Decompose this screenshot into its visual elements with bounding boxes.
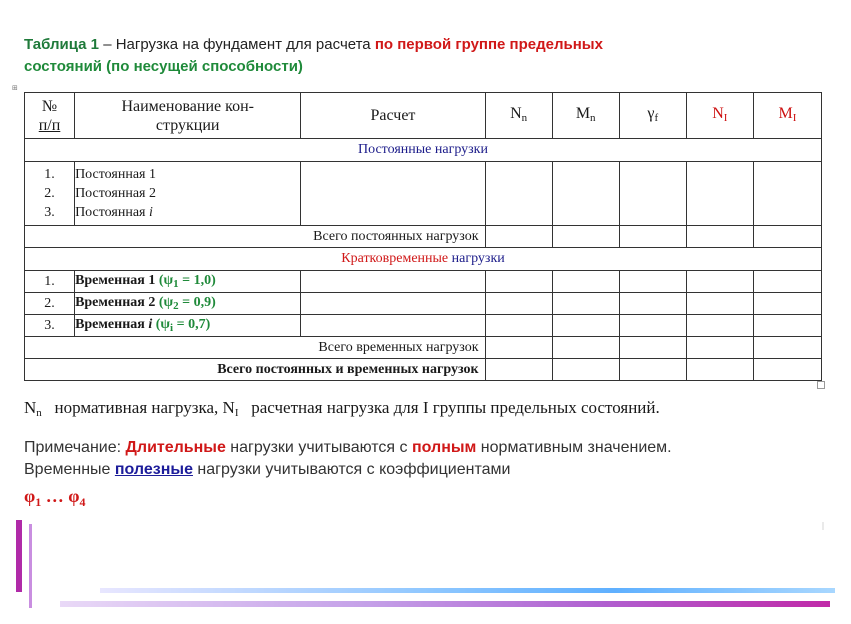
phi-dots: … bbox=[41, 486, 69, 506]
cell[interactable] bbox=[552, 271, 619, 293]
cell[interactable] bbox=[552, 337, 619, 359]
sum-all-label: Всего постоянных и временных нагрузок bbox=[25, 359, 486, 381]
note-prefix: Примечание: bbox=[24, 439, 126, 456]
legend-line bbox=[24, 398, 824, 419]
cell[interactable] bbox=[301, 271, 485, 293]
header-Nn-base: N bbox=[510, 104, 522, 122]
cell[interactable] bbox=[753, 271, 821, 293]
header-NI-base: N bbox=[712, 104, 724, 122]
header-num-line1: № bbox=[41, 97, 58, 115]
load-table bbox=[24, 92, 822, 381]
header-MI bbox=[753, 93, 821, 139]
permanent-names bbox=[75, 162, 301, 226]
cell[interactable] bbox=[686, 162, 753, 226]
note-line2-end: нагрузки учитываются с коэффициентами bbox=[192, 461, 511, 478]
note-red-2: полным bbox=[411, 439, 477, 456]
header-MI-sub: I bbox=[792, 111, 797, 124]
caption-line2: состояний (по несущей способности) bbox=[24, 58, 303, 75]
cell[interactable] bbox=[552, 293, 619, 315]
cell[interactable] bbox=[686, 359, 753, 381]
cell[interactable] bbox=[485, 315, 552, 337]
header-NI-sub: I bbox=[723, 111, 728, 124]
decor-horizontal-bar-2 bbox=[60, 601, 830, 607]
section-short-blue: нагрузки bbox=[448, 251, 505, 266]
temp-name-3-text: Временная bbox=[75, 317, 149, 332]
cell[interactable] bbox=[619, 315, 686, 337]
temp-name-1-text: Временная 1 bbox=[75, 273, 159, 288]
caption-label: Таблица 1 bbox=[24, 36, 100, 53]
temp-name-3 bbox=[75, 315, 301, 337]
sum-permanent-label: Всего постоянных нагрузок bbox=[25, 226, 486, 248]
cell[interactable] bbox=[619, 359, 686, 381]
sum-permanent-row bbox=[25, 226, 822, 248]
temp-coef-3-val: = 0,7) bbox=[173, 317, 211, 332]
cell[interactable] bbox=[552, 226, 619, 248]
caption-text: Нагрузка на фундамент для расчета bbox=[115, 36, 375, 53]
temp-name-3-italic: i bbox=[148, 317, 153, 332]
temp-name-2 bbox=[75, 293, 301, 315]
temp-coef-3 bbox=[152, 317, 210, 332]
phi-end: φ bbox=[68, 486, 80, 506]
legend-n-sub: n bbox=[36, 407, 42, 419]
legend-n-text: нормативная нагрузка, bbox=[41, 398, 223, 417]
permanent-name-3-italic: i bbox=[148, 205, 153, 220]
cell[interactable] bbox=[753, 226, 821, 248]
section-permanent-label: Постоянные нагрузки bbox=[358, 142, 488, 157]
cell[interactable] bbox=[686, 337, 753, 359]
header-name bbox=[75, 93, 301, 139]
temp-num-1: 1. bbox=[25, 271, 75, 293]
section-permanent-row bbox=[25, 139, 822, 162]
decor-vertical-bar-1 bbox=[16, 520, 22, 592]
header-Mn-base: M bbox=[575, 104, 591, 122]
section-short bbox=[25, 248, 822, 271]
cell[interactable] bbox=[753, 162, 821, 226]
temp-coef-3-psi: (ψ bbox=[152, 317, 171, 332]
temp-num-2: 2. bbox=[25, 293, 75, 315]
cell[interactable] bbox=[686, 271, 753, 293]
temp-row bbox=[25, 271, 822, 293]
permanent-name-3 bbox=[75, 203, 300, 222]
section-permanent bbox=[25, 139, 822, 162]
header-gf bbox=[619, 93, 686, 139]
note-line2-start: Временные bbox=[24, 461, 115, 478]
cell[interactable] bbox=[619, 337, 686, 359]
cell[interactable] bbox=[619, 162, 686, 226]
temp-row bbox=[25, 293, 822, 315]
note-red-1: Длительные bbox=[125, 439, 226, 456]
header-name-line2: струкции bbox=[155, 116, 220, 134]
header-row bbox=[25, 93, 822, 139]
cell[interactable] bbox=[552, 315, 619, 337]
cell[interactable] bbox=[552, 359, 619, 381]
cell[interactable] bbox=[686, 293, 753, 315]
note-paragraph bbox=[24, 437, 824, 481]
cell[interactable] bbox=[753, 337, 821, 359]
temp-row bbox=[25, 315, 822, 337]
legend-ni-base: N bbox=[222, 398, 235, 417]
header-calc: Расчет bbox=[301, 93, 485, 139]
cell[interactable] bbox=[301, 293, 485, 315]
header-name-line1: Наименование кон- bbox=[121, 97, 254, 115]
phi-range bbox=[24, 486, 85, 510]
section-short-red: Кратковременные bbox=[341, 251, 449, 266]
decor-vertical-bar-2 bbox=[29, 524, 32, 608]
permanent-name-2: Постоянная 2 bbox=[75, 186, 156, 201]
sum-temp-row bbox=[25, 337, 822, 359]
temp-num-3: 3. bbox=[25, 315, 75, 337]
temp-coef-1-sub: 1 bbox=[173, 278, 179, 290]
table-caption bbox=[24, 34, 824, 78]
legend-ni-sub: I bbox=[234, 407, 239, 419]
cell[interactable] bbox=[619, 226, 686, 248]
temp-coef-2-psi: (ψ bbox=[158, 295, 174, 310]
cell[interactable] bbox=[485, 293, 552, 315]
legend-ni-text: расчетная нагрузка для I группы предельных состояний. bbox=[238, 398, 660, 417]
header-Nn-sub: n bbox=[521, 111, 528, 124]
header-gf-base: γ bbox=[647, 104, 655, 122]
sum-temp-label: Всего временных нагрузок bbox=[25, 337, 486, 359]
permanent-name-1: Постоянная 1 bbox=[75, 167, 156, 182]
caption-red: по первой группе предельных bbox=[374, 36, 603, 53]
cell[interactable] bbox=[686, 226, 753, 248]
permanent-num-2: 2. bbox=[44, 186, 55, 201]
sum-all-row bbox=[25, 359, 822, 381]
permanent-nums bbox=[25, 162, 75, 226]
cell[interactable] bbox=[301, 315, 485, 337]
table-resize-handle[interactable] bbox=[817, 381, 825, 389]
cell[interactable] bbox=[619, 293, 686, 315]
temp-coef-1 bbox=[159, 273, 216, 288]
note-blue: полезные bbox=[114, 461, 193, 478]
permanent-loads-row bbox=[25, 162, 822, 226]
temp-coef-2-val: = 0,9) bbox=[178, 295, 216, 310]
header-Nn bbox=[485, 93, 552, 139]
decor-speck bbox=[822, 522, 824, 530]
cell[interactable] bbox=[753, 293, 821, 315]
header-num-line2: п/п bbox=[38, 116, 61, 134]
decor-horizontal-bar-1 bbox=[100, 588, 835, 593]
legend-n-base: N bbox=[24, 398, 37, 417]
phi-end-sub: 4 bbox=[79, 495, 86, 509]
permanent-name-3-text: Постоянная bbox=[75, 205, 149, 220]
header-Mn bbox=[552, 93, 619, 139]
temp-name-2-text: Временная 2 bbox=[75, 295, 159, 310]
cell[interactable] bbox=[753, 359, 821, 381]
header-num bbox=[25, 93, 75, 139]
phi-start-sub: 1 bbox=[35, 495, 42, 509]
cell[interactable] bbox=[753, 315, 821, 337]
cell[interactable] bbox=[485, 226, 552, 248]
header-MI-base: M bbox=[778, 104, 793, 122]
table-anchor-icon[interactable]: ⊞ bbox=[12, 84, 18, 92]
header-Mn-sub: n bbox=[590, 111, 596, 124]
cell[interactable] bbox=[485, 271, 552, 293]
cell[interactable] bbox=[485, 337, 552, 359]
temp-coef-1-val: = 1,0) bbox=[178, 273, 216, 288]
permanent-num-1: 1. bbox=[44, 167, 55, 182]
cell[interactable] bbox=[686, 315, 753, 337]
temp-coef-2-sub: 2 bbox=[173, 300, 179, 312]
section-short-row bbox=[25, 248, 822, 271]
note-mid-2: нормативным значением. bbox=[476, 439, 672, 456]
header-gf-sub: f bbox=[654, 111, 659, 124]
temp-coef-2 bbox=[159, 295, 216, 310]
temp-name-1 bbox=[75, 271, 301, 293]
cell[interactable] bbox=[485, 162, 552, 226]
cell[interactable] bbox=[301, 162, 485, 226]
cell[interactable] bbox=[485, 359, 552, 381]
permanent-num-3: 3. bbox=[44, 205, 55, 220]
caption-dash: – bbox=[99, 36, 116, 53]
temp-coef-1-psi: (ψ bbox=[158, 273, 174, 288]
header-NI bbox=[686, 93, 753, 139]
note-mid-1: нагрузки учитываются с bbox=[225, 439, 412, 456]
cell[interactable] bbox=[619, 271, 686, 293]
temp-coef-3-sub: i bbox=[170, 322, 174, 334]
cell[interactable] bbox=[552, 162, 619, 226]
phi-start: φ bbox=[24, 486, 36, 506]
